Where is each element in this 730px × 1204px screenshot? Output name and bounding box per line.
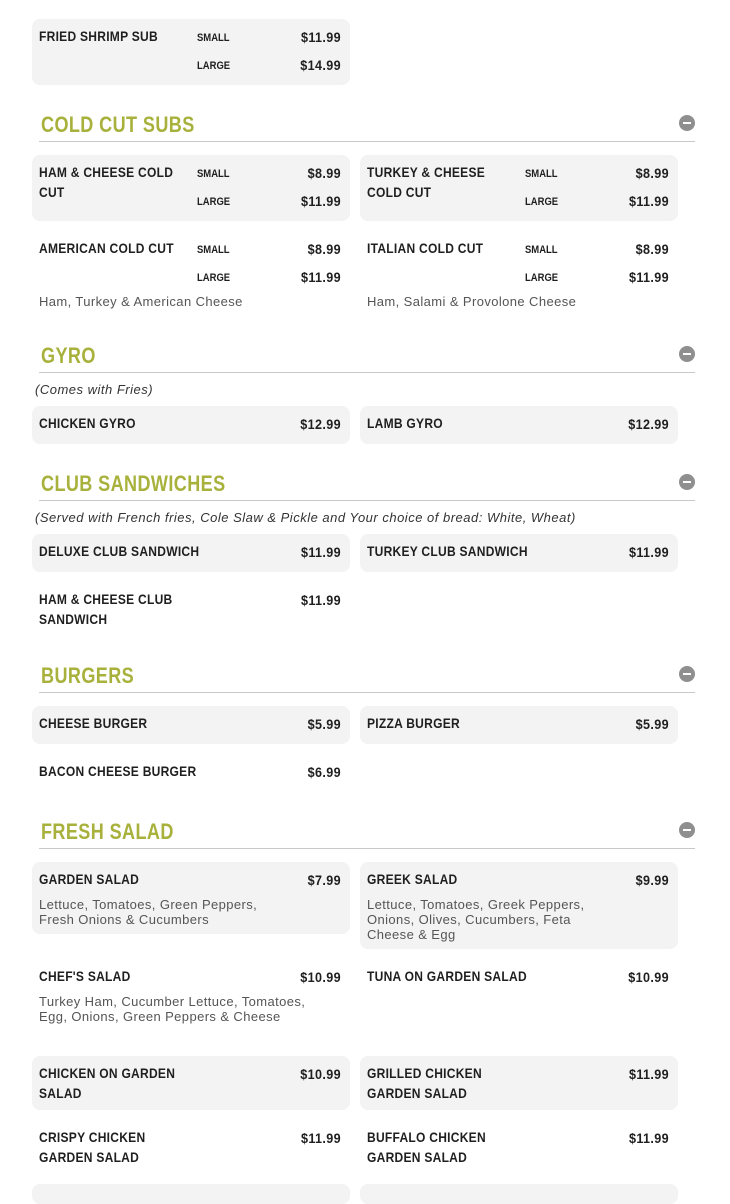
item-price: $11.99 xyxy=(628,544,669,560)
size-small-label: SMALL xyxy=(197,32,230,44)
price-large: $11.99 xyxy=(300,193,341,209)
item-description: Ham, Turkey & American Cheese xyxy=(39,294,243,309)
item-description: Lettuce, Tomatoes, Green Peppers, Fresh Onions & Cucumbers xyxy=(39,897,258,927)
section-title-club: CLUB SANDWICHES xyxy=(41,471,226,496)
size-large-label: LARGE xyxy=(197,196,231,208)
size-small-label: SMALL xyxy=(525,168,558,180)
item-price: $10.99 xyxy=(300,969,341,985)
item-price: $6.99 xyxy=(307,764,341,780)
collapse-icon[interactable] xyxy=(679,666,695,682)
price-small: $8.99 xyxy=(307,165,341,181)
item-price: $5.99 xyxy=(307,716,341,732)
item-description: Ham, Salami & Provolone Cheese xyxy=(367,294,577,309)
item-price: $11.99 xyxy=(300,1130,341,1146)
item-price: $11.99 xyxy=(300,592,341,608)
item-name: TURKEY CLUB SANDWICH xyxy=(367,543,528,559)
section-divider xyxy=(39,500,695,501)
item-name: BACON CHEESE BURGER xyxy=(39,763,197,779)
price-large: $11.99 xyxy=(628,269,669,285)
size-small-label: SMALL xyxy=(197,244,230,256)
size-large-label: LARGE xyxy=(525,272,559,284)
collapse-icon[interactable] xyxy=(679,474,695,490)
item-price: $7.99 xyxy=(307,872,341,888)
size-small-label: SMALL xyxy=(525,244,558,256)
item-name: CHICKEN ON GARDEN SALAD xyxy=(39,1065,176,1101)
item-name: PIZZA BURGER xyxy=(367,715,460,731)
item-name: HAM & CHEESE COLD CUT xyxy=(39,164,174,200)
item-name: CHEF'S SALAD xyxy=(39,968,131,984)
item-name: TURKEY & CHEESE COLD CUT xyxy=(367,164,486,200)
item-price: $11.99 xyxy=(628,1130,669,1146)
item-name: CRISPY CHICKEN GARDEN SALAD xyxy=(39,1129,146,1165)
menu-item-card[interactable] xyxy=(360,1184,678,1204)
collapse-icon[interactable] xyxy=(679,115,695,131)
item-name: TUNA ON GARDEN SALAD xyxy=(367,968,527,984)
section-divider xyxy=(39,141,695,142)
item-name: ITALIAN COLD CUT xyxy=(367,240,484,256)
size-large-label: LARGE xyxy=(525,196,559,208)
item-price: $9.99 xyxy=(635,872,669,888)
section-title-burgers: BURGERS xyxy=(41,663,135,688)
price-large: $11.99 xyxy=(628,193,669,209)
item-price: $10.99 xyxy=(300,1066,341,1082)
size-large-label: LARGE xyxy=(197,272,231,284)
item-price: $11.99 xyxy=(628,1066,669,1082)
item-price: $11.99 xyxy=(300,544,341,560)
price-large: $14.99 xyxy=(300,57,341,73)
item-price: $12.99 xyxy=(628,416,669,432)
price-small: $8.99 xyxy=(307,241,341,257)
item-name: FRIED SHRIMP SUB xyxy=(39,28,158,44)
section-divider xyxy=(39,372,695,373)
item-name: GREEK SALAD xyxy=(367,871,458,887)
item-name: CHEESE BURGER xyxy=(39,715,148,731)
item-description: Turkey Ham, Cucumber Lettuce, Tomatoes, Egg, Onions, Green Peppers & Cheese xyxy=(39,994,306,1024)
collapse-icon[interactable] xyxy=(679,346,695,362)
section-title-salad: FRESH SALAD xyxy=(41,819,174,844)
item-name: GRILLED CHICKEN GARDEN SALAD xyxy=(367,1065,482,1101)
section-note: (Served with French fries, Cole Slaw & Pickle and Your choice of bread: White, Wheat) xyxy=(35,510,576,525)
item-name: HAM & CHEESE CLUB SANDWICH xyxy=(39,591,173,627)
section-divider xyxy=(39,848,695,849)
section-title-cold-cut: COLD CUT SUBS xyxy=(41,112,195,137)
section-divider xyxy=(39,692,695,693)
item-price: $12.99 xyxy=(300,416,341,432)
item-price: $5.99 xyxy=(635,716,669,732)
item-name: LAMB GYRO xyxy=(367,415,443,431)
menu-item-card[interactable] xyxy=(32,1184,350,1204)
section-title-gyro: GYRO xyxy=(41,343,96,368)
item-name: BUFFALO CHICKEN GARDEN SALAD xyxy=(367,1129,486,1165)
item-description: Lettuce, Tomatoes, Greek Peppers, Onions, Olives, Cucumbers, Feta Cheese & Egg xyxy=(367,897,585,942)
item-price: $10.99 xyxy=(628,969,669,985)
price-small: $8.99 xyxy=(635,165,669,181)
section-note: (Comes with Fries) xyxy=(35,382,154,397)
price-small: $8.99 xyxy=(635,241,669,257)
item-name: CHICKEN GYRO xyxy=(39,415,136,431)
item-name: AMERICAN COLD CUT xyxy=(39,240,174,256)
size-large-label: LARGE xyxy=(197,60,231,72)
size-small-label: SMALL xyxy=(197,168,230,180)
collapse-icon[interactable] xyxy=(679,822,695,838)
price-small: $11.99 xyxy=(300,29,341,45)
item-name: GARDEN SALAD xyxy=(39,871,140,887)
item-name: DELUXE CLUB SANDWICH xyxy=(39,543,200,559)
price-large: $11.99 xyxy=(300,269,341,285)
